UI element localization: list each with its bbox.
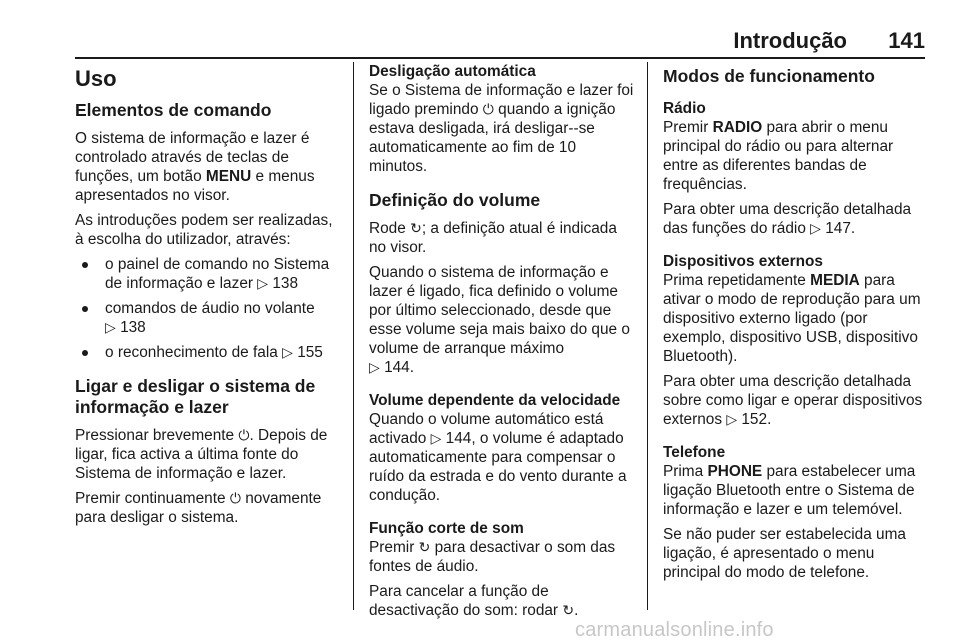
page-ref-arrow-icon: ▷ <box>726 411 738 427</box>
page-header <box>75 28 925 58</box>
list-item: comandos de áudio no volante ▷ 138 <box>75 299 345 337</box>
knob-icon: ↻ <box>418 539 431 555</box>
paragraph-mute: Premir ↻ para desactivar o som das fontes de áudio. <box>369 539 616 575</box>
heading-auto-off: Desligação automática <box>369 63 536 80</box>
page-ref-arrow-icon: ▷ <box>810 220 821 236</box>
heading-mute: Função corte de som <box>369 520 524 537</box>
page-ref: 155 <box>297 344 323 361</box>
paragraph-start-volume: Quando o sistema de informação e lazer é ligado, fica definido o volume por último seleccionado, desde que esse volume seja mais baixo do que o volume de arranque máximo ▷ 144. <box>369 264 630 376</box>
bullet-icon <box>82 350 88 356</box>
knob-icon: ↻ <box>410 220 422 236</box>
list-item: o painel de comando no Sistema de informação e lazer ▷ 138 <box>75 255 345 293</box>
paragraph-radio: Premir RADIO para abrir o menu principal do rádio ou para alternar entre as diferentes bandas de frequências. <box>663 119 894 193</box>
input-methods-list <box>75 255 345 362</box>
paragraph-auto-off: Se o Sistema de informação e lazer foi ligado premindo ⏻ quando a ignição estava desligada, irá desligar--se automaticamente ao fim de 10 minutos. <box>369 82 634 175</box>
paragraph-power-on: Pressionar brevemente ⏻. Depois de ligar, fica activa a última fonte do Sistema de informação e lazer. <box>75 427 328 482</box>
page-ref: 152 <box>741 411 768 428</box>
section-title: Introdução <box>733 28 847 53</box>
page-ref: 147 <box>825 220 851 237</box>
page-number: 141 <box>888 28 925 53</box>
page-ref: 144 <box>384 359 410 376</box>
column-3 <box>663 62 927 588</box>
paragraph-radio-ref: Para obter uma descrição detalhada das funções do rádio ▷ 147. <box>663 201 912 237</box>
paragraph-phone: Prima PHONE para estabelecer uma ligação Bluetooth entre o Sistema de informação e lazer e um telemóvel. <box>663 463 916 518</box>
heading-speed-volume: Volume dependente da velocidade <box>369 392 621 409</box>
paragraph-controls: O sistema de informação e lazer é controlado através de teclas de funções, um botão MENU e menus apresentados no visor. <box>75 130 315 204</box>
paragraph-speed-volume: Quando o volume automático está activado ▷ 144, o volume é adaptado automaticamente para compensar o ruído da estrada e do vento durante a condução. <box>369 411 627 504</box>
power-icon: ⏻ <box>238 427 250 443</box>
menu-key-label: MENU <box>205 168 252 185</box>
column-divider-1 <box>353 62 354 610</box>
power-icon: ⏻ <box>482 101 494 117</box>
bullet-icon <box>82 262 88 268</box>
column-1 <box>75 62 345 533</box>
heading-radio: Rádio <box>663 100 706 117</box>
heading-on-off: Ligar e desligar o sistema de informação e lazer <box>75 376 316 417</box>
knob-icon: ↻ <box>562 602 575 618</box>
page-ref-arrow-icon: ▷ <box>257 275 269 291</box>
heading-volume: Definição do volume <box>369 190 541 210</box>
page-ref: 144 <box>445 430 472 447</box>
power-icon: ⏻ <box>229 490 241 506</box>
radio-key-label: RADIO <box>712 119 763 136</box>
column-divider-2 <box>647 62 648 610</box>
page-ref-arrow-icon: ▷ <box>430 430 442 446</box>
heading-modes: Modos de funcionamento <box>663 66 875 86</box>
paragraph-external-ref: Para obter uma descrição detalhada sobre como ligar e operar dispositivos externos ▷ 152. <box>663 373 923 428</box>
heading-external: Dispositivos externos <box>663 253 823 270</box>
phone-key-label: PHONE <box>707 463 763 480</box>
watermark: carmanualsonline.info <box>575 619 774 641</box>
paragraph-power-off: Premir continuamente ⏻ novamente para desligar o sistema. <box>75 490 322 526</box>
list-item: o reconhecimento de fala ▷ 155 <box>75 343 345 362</box>
heading-uso: Uso <box>75 66 117 91</box>
header-rule <box>75 57 925 59</box>
heading-controls: Elementos de comando <box>75 100 272 120</box>
paragraph-media: Prima repetidamente MEDIA para ativar o modo de reprodução para um dispositivo externo ligado (por exemplo, dispositivo USB, dispositivo Bluetooth). <box>663 272 921 365</box>
column-2 <box>369 62 635 626</box>
page-ref: 138 <box>272 275 299 292</box>
bullet-icon <box>82 306 88 312</box>
paragraph-inputs: As introduções podem ser realizadas, à escolha do utilizador, através: <box>75 212 333 248</box>
paragraph-unmute: Para cancelar a função de desactivação do som: rodar ↻. <box>369 583 579 619</box>
paragraph-volume-knob: Rode ↻; a definição atual é indicada no visor. <box>369 220 617 256</box>
paragraph-phone-fail: Se não puder ser estabelecida uma ligação, é apresentado o menu principal do modo de telefone. <box>663 526 906 581</box>
page-ref-arrow-icon: ▷ <box>105 319 116 335</box>
page-ref-arrow-icon: ▷ <box>369 359 380 375</box>
page-ref-arrow-icon: ▷ <box>282 344 293 360</box>
page-ref: 138 <box>120 319 146 336</box>
media-key-label: MEDIA <box>810 272 860 289</box>
heading-phone: Telefone <box>663 444 726 461</box>
